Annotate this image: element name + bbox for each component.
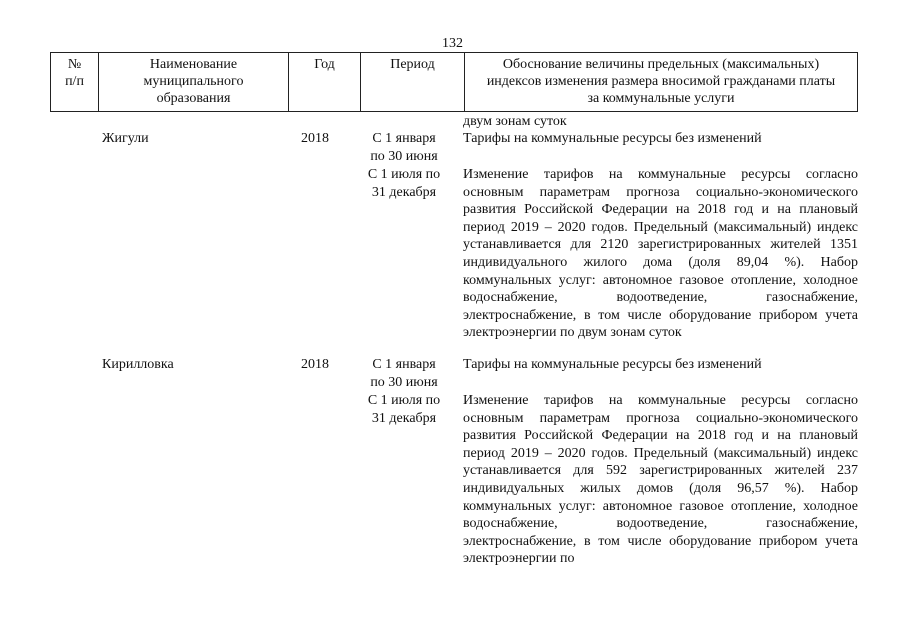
year-cell: 2018	[301, 131, 329, 146]
period-first-half: С 1 января по 30 июня	[370, 131, 438, 164]
table-header	[50, 52, 858, 112]
reason-no-change: Тарифы на коммунальные ресурсы без изменений	[463, 357, 762, 372]
municipality-name: Кирилловка	[102, 357, 174, 372]
municipality-name: Жигули	[102, 131, 149, 146]
header-period: Период	[361, 53, 465, 111]
header-reason: Обоснование величины предельных (максимальных) индексов изменения размера вносимой гражданами платы за коммунальные услуги	[486, 57, 836, 106]
period-second-half: С 1 июля по 31 декабря	[367, 167, 441, 200]
reason-detail: Изменение тарифов на коммунальные ресурсы согласно основным параметрам прогноза социально-экономического развития Российской Федерации на 2018 год и на плановый период 2019 – 2020 годов. Предельный (максимальный) индекс устанавливается для 592 зарегистрированных жителей 237 индивидуальных жилых домов (доля 96,57 %). Набор коммунальных услуг: автономное газовое отопление, холодное водоснабжение, водоотведение, газоснабжение, электроснабжение, в том числе оборудование прибором учета электроэнергии по	[463, 393, 858, 567]
continuation-text: двум зонам суток	[463, 114, 567, 129]
period-first-half: С 1 января по 30 июня	[370, 357, 438, 390]
period-second-half: С 1 июля по 31 декабря	[367, 393, 441, 426]
header-municipality: Наименование муниципального образования	[99, 53, 289, 111]
reason-detail: Изменение тарифов на коммунальные ресурсы согласно основным параметрам прогноза социально-экономического развития Российской Федерации на 2018 год и на плановый период 2019 – 2020 годов. Предельный (максимальный) индекс устанавливается для 2120 зарегистрированных жителей 1351 индивидуального жилого дома (доля 89,04 %). Набор коммунальных услуг: автономное газовое отопление, холодное водоснабжение, водоотведение, газоснабжение, электроснабжение, в том числе оборудование прибором учета электроэнергии по двум зонам суток	[463, 167, 858, 341]
header-year: Год	[289, 53, 361, 111]
reason-no-change: Тарифы на коммунальные ресурсы без изменений	[463, 131, 762, 146]
header-number: № п/п	[51, 53, 99, 111]
page-number: 132	[442, 36, 463, 51]
year-cell: 2018	[301, 357, 329, 372]
